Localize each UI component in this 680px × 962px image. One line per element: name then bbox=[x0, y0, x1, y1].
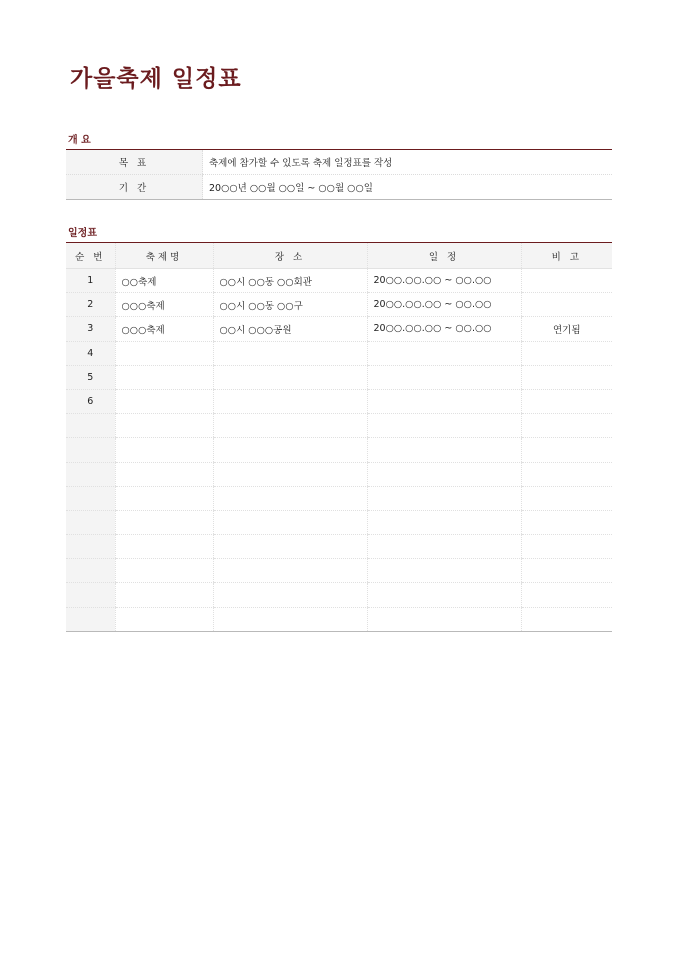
cell-festival-name bbox=[115, 535, 213, 559]
cell-remarks bbox=[521, 269, 612, 293]
cell-location: ○○시 ○○동 ○○구 bbox=[213, 293, 367, 317]
cell-number: 2 bbox=[66, 293, 115, 317]
cell-festival-name bbox=[115, 510, 213, 534]
cell-location bbox=[213, 559, 367, 583]
cell-date bbox=[367, 341, 521, 365]
cell-location bbox=[213, 486, 367, 510]
cell-festival-name bbox=[115, 438, 213, 462]
cell-remarks bbox=[521, 293, 612, 317]
overview-table bbox=[66, 149, 612, 200]
table-row bbox=[66, 269, 612, 293]
cell-date bbox=[367, 414, 521, 438]
cell-date bbox=[367, 486, 521, 510]
cell-location: ○○시 ○○○공원 bbox=[213, 317, 367, 341]
table-row bbox=[66, 462, 612, 486]
cell-remarks bbox=[521, 414, 612, 438]
overview-value-goal: 축제에 참가할 수 있도록 축제 일정표를 작성 bbox=[203, 150, 613, 175]
overview-label-period: 기 간 bbox=[66, 175, 203, 200]
table-row bbox=[66, 317, 612, 341]
header-date: 일 정 bbox=[367, 243, 521, 269]
cell-remarks bbox=[521, 607, 612, 631]
cell-festival-name bbox=[115, 414, 213, 438]
cell-date bbox=[367, 389, 521, 413]
cell-number bbox=[66, 583, 115, 607]
cell-festival-name: ○○○축제 bbox=[115, 317, 213, 341]
cell-remarks bbox=[521, 583, 612, 607]
header-number: 순 번 bbox=[66, 243, 115, 269]
overview-label-goal: 목 표 bbox=[66, 150, 203, 175]
cell-festival-name bbox=[115, 341, 213, 365]
cell-number bbox=[66, 462, 115, 486]
cell-festival-name bbox=[115, 486, 213, 510]
cell-location bbox=[213, 341, 367, 365]
cell-remarks bbox=[521, 365, 612, 389]
cell-remarks bbox=[521, 535, 612, 559]
cell-date bbox=[367, 535, 521, 559]
cell-location bbox=[213, 462, 367, 486]
cell-location bbox=[213, 535, 367, 559]
overview-row-goal bbox=[66, 150, 612, 175]
overview-heading: 개 요 bbox=[68, 135, 91, 146]
cell-date bbox=[367, 462, 521, 486]
cell-festival-name bbox=[115, 462, 213, 486]
cell-number: 1 bbox=[66, 269, 115, 293]
header-remarks: 비 고 bbox=[521, 243, 612, 269]
document-title: 가을축제 일정표 bbox=[70, 66, 242, 92]
table-row bbox=[66, 510, 612, 534]
cell-number bbox=[66, 414, 115, 438]
cell-number bbox=[66, 535, 115, 559]
schedule-body bbox=[66, 269, 612, 632]
cell-date bbox=[367, 365, 521, 389]
table-row bbox=[66, 535, 612, 559]
cell-festival-name bbox=[115, 365, 213, 389]
cell-number: 5 bbox=[66, 365, 115, 389]
cell-remarks bbox=[521, 559, 612, 583]
cell-remarks bbox=[521, 341, 612, 365]
table-row bbox=[66, 438, 612, 462]
cell-remarks bbox=[521, 510, 612, 534]
table-row bbox=[66, 559, 612, 583]
table-row bbox=[66, 607, 612, 631]
table-row bbox=[66, 583, 612, 607]
cell-number: 6 bbox=[66, 389, 115, 413]
cell-date: 20○○.○○.○○ ~ ○○.○○ bbox=[367, 317, 521, 341]
cell-festival-name: ○○축제 bbox=[115, 269, 213, 293]
schedule-table bbox=[66, 242, 612, 632]
cell-number: 4 bbox=[66, 341, 115, 365]
table-row bbox=[66, 486, 612, 510]
table-row bbox=[66, 341, 612, 365]
cell-festival-name bbox=[115, 607, 213, 631]
cell-date bbox=[367, 583, 521, 607]
cell-date: 20○○.○○.○○ ~ ○○.○○ bbox=[367, 269, 521, 293]
cell-remarks bbox=[521, 438, 612, 462]
cell-location bbox=[213, 414, 367, 438]
cell-remarks bbox=[521, 389, 612, 413]
schedule-header-row bbox=[66, 243, 612, 269]
header-location: 장 소 bbox=[213, 243, 367, 269]
cell-date bbox=[367, 607, 521, 631]
cell-remarks bbox=[521, 462, 612, 486]
cell-date bbox=[367, 559, 521, 583]
cell-location bbox=[213, 389, 367, 413]
cell-location bbox=[213, 510, 367, 534]
cell-date bbox=[367, 510, 521, 534]
cell-date bbox=[367, 438, 521, 462]
table-row bbox=[66, 293, 612, 317]
cell-number bbox=[66, 607, 115, 631]
cell-number bbox=[66, 438, 115, 462]
cell-number bbox=[66, 510, 115, 534]
cell-number bbox=[66, 559, 115, 583]
cell-festival-name bbox=[115, 389, 213, 413]
cell-location bbox=[213, 438, 367, 462]
cell-festival-name bbox=[115, 559, 213, 583]
cell-number: 3 bbox=[66, 317, 115, 341]
table-row bbox=[66, 389, 612, 413]
cell-location: ○○시 ○○동 ○○회관 bbox=[213, 269, 367, 293]
header-festival-name: 축제명 bbox=[115, 243, 213, 269]
cell-date: 20○○.○○.○○ ~ ○○.○○ bbox=[367, 293, 521, 317]
cell-festival-name bbox=[115, 583, 213, 607]
cell-location bbox=[213, 607, 367, 631]
cell-number bbox=[66, 486, 115, 510]
cell-location bbox=[213, 365, 367, 389]
table-row bbox=[66, 365, 612, 389]
overview-value-period: 20○○년 ○○월 ○○일 ~ ○○월 ○○일 bbox=[203, 175, 613, 200]
cell-festival-name: ○○○축제 bbox=[115, 293, 213, 317]
overview-row-period bbox=[66, 175, 612, 200]
schedule-heading: 일정표 bbox=[68, 228, 97, 239]
table-row bbox=[66, 414, 612, 438]
cell-remarks bbox=[521, 486, 612, 510]
cell-location bbox=[213, 583, 367, 607]
cell-remarks: 연기됨 bbox=[521, 317, 612, 341]
